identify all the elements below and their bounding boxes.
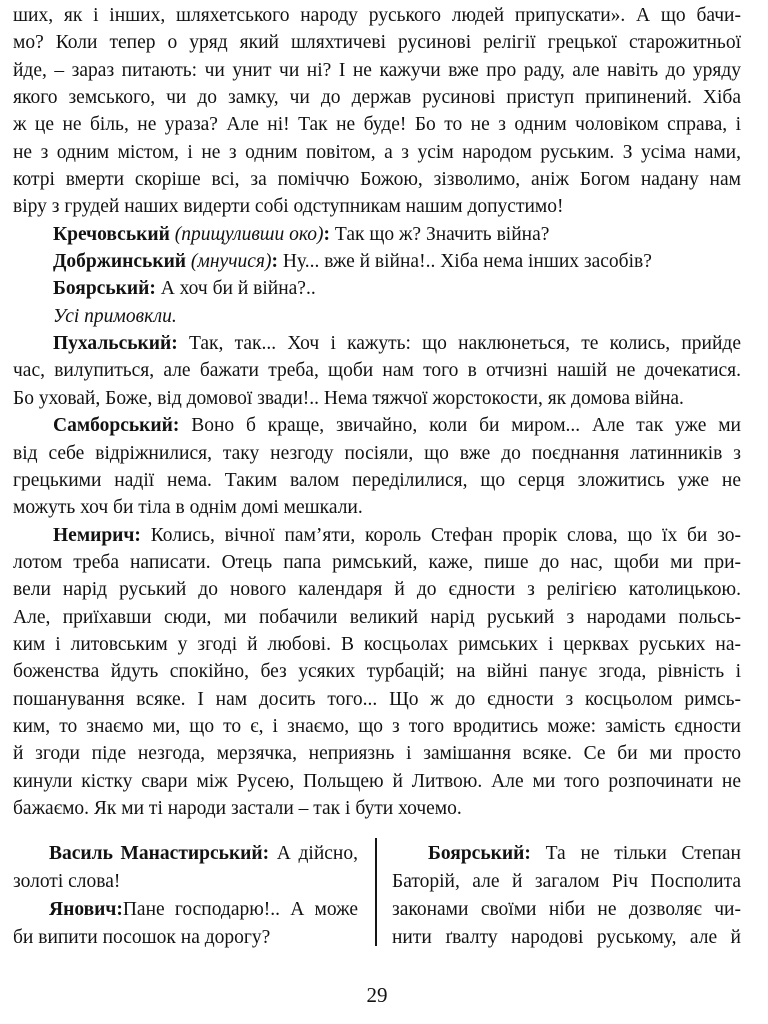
text-line [13,166,741,193]
text-run: мо? Коли тепер о уряд який шляхтичеві русинові релігії грецької старожитньої [13,32,741,54]
speaker-name: Василь Манастирський: [49,843,270,864]
text-run: А дійсно, [269,843,358,864]
text-run: ким, то знаємо ми, що то є, і знаємо, що з того вродитись може: замість єдности [13,715,741,737]
text-line [13,275,741,302]
text-line [13,896,358,924]
text-run: можуть хоч би тіла в однім домі мешкали. [13,497,363,519]
text-run: законами своїми ніби не дозволяє чи- [392,899,741,920]
text-run: якого земського, чи до замку, чи до держав русинові приступ припинений. Хіба [13,87,741,109]
text-run: Ну... вже й війна!.. Хіба нема інших засобів? [277,251,652,273]
text-line [392,840,741,868]
text-line [13,604,741,631]
text-line [13,522,741,549]
right-column [392,840,741,952]
text-line [13,795,741,822]
text-run: ших, як і інших, шляхетського народу руського людей припускати». А що бачи- [13,5,741,26]
text-line [13,467,741,494]
text-line [13,385,741,412]
text-line [13,494,741,521]
text-run: пошанування всяке. І нам досить того... Що ж до єдности з косцьолом римсь- [13,688,741,710]
speaker-name: Самборський: [53,415,180,437]
stage-direction: (прищуливши око) [174,223,324,245]
text-run: боженства йдуть спокійно, без усяких турбацій; на війні панує згода, рівність і [13,661,741,683]
main-text [13,2,741,822]
text-run: А хоч би й війна?.. [155,278,316,300]
text-run: від себе відріжнилися, таку незгоду посіяли, що вже до поєднання латинників з [13,442,741,464]
stage-direction: (мнучися) [190,251,272,273]
speaker-name: : [271,251,278,273]
text-run: не з одним містом, і не з одним повітом, а з усім народом руським. З усіма нами, [13,141,741,163]
text-line [13,330,741,357]
text-line [392,868,741,896]
text-run: Та не тільки Степан [530,843,741,864]
text-run: грецькими надії нема. Таким валом переділилися, що серця зложитись уже не [13,469,741,491]
speaker-name: Пухальський: [53,333,178,355]
text-line [13,686,741,713]
text-run: віру з грудей наших видерти собі одступникам нашим допустимо! [13,196,564,218]
text-line [392,924,741,952]
text-line [13,631,741,658]
text-run: кинули кістку свари між Русею, Польщею й Литвою. Але ми того розпочинати не [13,770,741,792]
text-line [392,896,741,924]
text-run: Баторій, але й загалом Річ Посполита [392,871,741,892]
text-run: ж це не біль, не ураза? Але ні! Так не буде! Бо то не з одним чоловіком справа, і [13,114,741,136]
speaker-name: Боярський: [53,278,156,300]
text-line [13,713,741,740]
text-line [13,193,741,220]
text-line [13,2,741,29]
left-column [13,840,358,952]
text-run: час, вилупиться, але бажати треба, щоби нам того в отчизні нашій не дочекатися. [13,360,741,382]
text-run: ким і литовським у згоді й любові. В косцьолах римських і церквах руських на- [13,633,741,655]
text-run: йде, – зараз питають: чи унит чи ні? І не кажучи вже про раду, але навіть до уряду [13,59,741,81]
text-run: бажаємо. Як ми ті народи застали – так і бути хочемо. [13,797,462,819]
text-run: Бо уховай, Боже, від домової звади!.. Нема тяжчої жорстокости, як домова війна. [13,387,684,409]
text-run: нити ґвалту народові руському, але й [392,927,741,948]
text-run: вели нарід руський до нового календаря й до єдности з релігією католицькою. [13,579,741,601]
text-line [13,139,741,166]
text-line [13,868,358,896]
text-run: лотом треба написати. Отець папа римський, каже, пише до нас, щоби ми при- [13,551,741,573]
text-line [13,357,741,384]
text-line [13,576,741,603]
text-run: Так, так... Хоч і кажуть: що наклюнеться, те колись, прийде [177,333,741,355]
page-number: 29 [366,983,388,1007]
text-line [13,740,741,767]
text-line [13,768,741,795]
speaker-name: Янович: [49,899,123,920]
speaker-name: : [323,223,331,245]
text-run: котрі вмерти скоріше всі, за поміччю Божою, зізволимо, аніж Богом надану нам [13,169,741,191]
text-line [13,221,741,248]
stage-direction: Усі примовкли. [53,305,177,327]
text-line [13,549,741,576]
text-line [13,840,358,868]
text-line [13,84,741,111]
text-run: Воно б краще, звичайно, коли би миром... Але так уже ми [179,415,741,437]
text-line [13,57,741,84]
speaker-name: Добржинський [53,251,191,273]
text-run: Колись, вічної пам’яти, король Стефан прорік слова, що їх би зо- [140,524,741,546]
text-line [13,412,741,439]
speaker-name: Немирич: [53,524,141,546]
text-line [13,29,741,56]
column-divider [375,838,377,946]
text-line [13,248,741,275]
text-line [13,111,741,138]
text-run: Так що ж? Значить війна? [330,223,550,245]
text-run: Пане господарю!.. А може [122,899,358,920]
text-line [13,303,741,330]
text-line [13,440,741,467]
text-line [13,658,741,685]
speaker-name: Боярський: [428,843,531,864]
text-line [13,924,358,952]
text-run: й згоди піде незгода, мерзячка, неприязнь і замішання всяке. Се би ми просто [13,743,741,765]
text-run: Але, приїхавши сюди, ми побачили великий нарід руський з народами польсь- [13,606,741,628]
text-run: би випити посошок на дорогу? [13,927,271,948]
speaker-name: Кречовський [53,223,175,245]
text-run: золоті слова! [13,871,121,892]
